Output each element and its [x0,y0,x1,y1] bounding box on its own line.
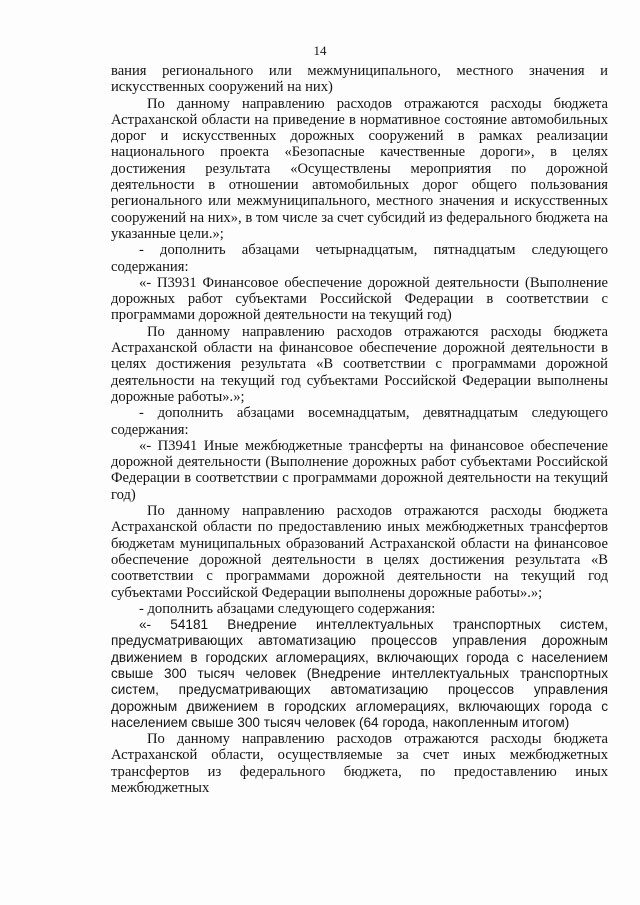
paragraph-expense-description-2: По данному направлению расходов отражаются расходы бюджета Астраханской области на финансовое обеспечение дорожной деятельности в целях достижения результата «В соответствии с программами дорожной деятельности на текущий год субъектами Российской Федерации выполнены дорожные работы».»; [111,323,608,405]
paragraph-expense-description-1: По данному направлению расходов отражаются расходы бюджета Астраханской области на приведение в нормативное состояние автомобильных дорог и искусственных дорожных сооружений в рамках реализации национального проекта «Безопасные качественные дороги», в целях достижения результата «Осуществлены мероприятия по дорожной деятельности в отношении автомобильных дорог общего пользования регионального или межмуниципального, местного значения и искусственных сооружений на них», в том числе за счет субсидий из федерального бюджета на указанные цели.»; [111,95,608,242]
document-body [111,63,608,796]
paragraph-amendment-2: - дополнить абзацами восемнадцатым, девятнадцатым следующего содержания: [111,405,608,438]
paragraph-expense-description-4: По данному направлению расходов отражаются расходы бюджета Астраханской области, осуществляемые за счет иных межбюджетных трансфертов из федерального бюджета, по предоставлению иных межбюджетных [111,731,608,797]
paragraph-amendment-3: - дополнить абзацами следующего содержания: [139,600,436,617]
page-number: 14 [313,43,327,58]
paragraph-amendment-1: - дополнить абзацами четырнадцатым, пятнадцатым следующего содержания: [111,242,608,275]
paragraph-code-54181: «- 54181 Внедрение интеллектуальных транспортных систем, предусматривающих автоматизацию процессов управления дорожным движением в городских агломерациях, включающих города с населением свыше 300 тысяч человек (Внедрение интеллектуальных транспортных систем, предусматривающих автоматизацию процессов управления дорожным движением в городских агломерациях, включающих города с населением свыше 300 тысяч человек (64 города, накопленным итогом) [111,617,608,730]
paragraph-code-p3931: «- П3931 Финансовое обеспечение дорожной деятельности (Выполнение дорожных работ субъектами Российской Федерации в соответствии с программами дорожной деятельности на текущий год) [111,274,608,324]
paragraph-code-p3941: «- П3941 Иные межбюджетные трансферты на финансовое обеспечение дорожной деятельности (Выполнение дорожных работ субъектами Российской Федерации в соответствии с программами дорожной деятельности на текущий год) [111,437,608,503]
paragraph-expense-description-3: По данному направлению расходов отражаются расходы бюджета Астраханской области по предоставлению иных межбюджетных трансфертов бюджетам муниципальных образований Астраханской области на финансовое обеспечение дорожной деятельности в целях достижения результата «В соответствии с программами дорожной деятельности на текущий год субъектами Российской Федерации выполнены дорожные работы».»; [111,503,608,601]
paragraph-continuation: вания регионального или межмуниципального, местного значения и искусственных сооружений на них) [111,63,608,96]
